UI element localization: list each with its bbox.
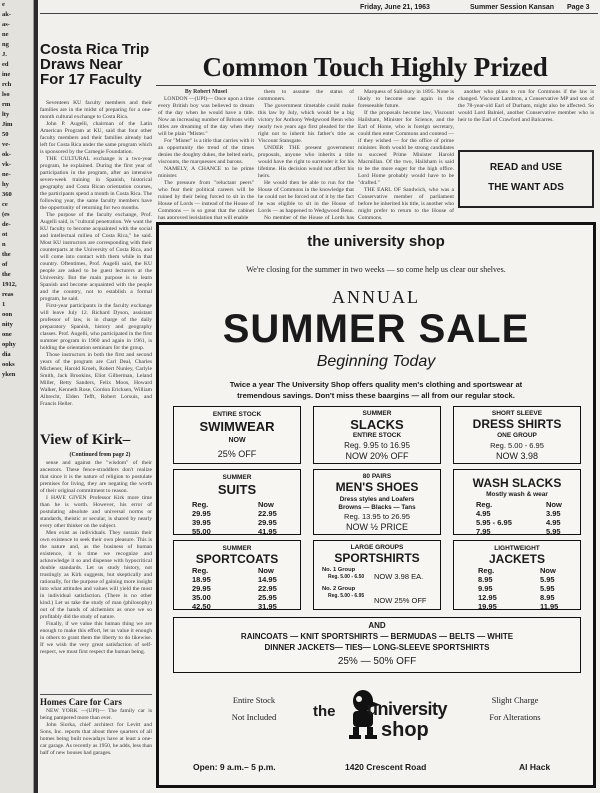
- strip-fragment: one: [2, 331, 12, 338]
- slacks-box: [313, 406, 441, 464]
- strip-fragment: dia: [2, 351, 11, 358]
- and-line-2: DINNER JACKETS— TIES— LONG-SLEEVE SPORTSHIRTS: [264, 643, 490, 652]
- paragraph: sense and against the "wisdom" of their ancestors. These fence-straddlers don't realize that since it is the nature of religion to postulate premises for living, they are negating the worth of their original commitment to reason.: [40, 460, 152, 494]
- box-title: SWIMWEAR: [199, 419, 275, 434]
- sportcoats-box: [173, 540, 301, 610]
- strip-fragment: ooks: [2, 361, 15, 368]
- now-price: 4.95: [546, 518, 561, 527]
- price-now-column: [258, 566, 277, 611]
- strip-fragment: as-: [2, 21, 10, 28]
- jackets-box: [453, 540, 581, 610]
- strip-fragment: rm: [2, 101, 11, 108]
- paragraph: THE CULTURAL exchange is a two-year program, he explained. During the first year of participation in the program, after an intensive seven-week training in Spanish, historical geography and Costa Rican orientation courses, the participants spend a month in Costa Rica. The following year, the same faculty members have the opportunity of returning for two months.: [40, 156, 152, 211]
- strip-fragment: 50: [2, 131, 9, 138]
- box-stock: ENTIRE STOCK: [352, 432, 402, 439]
- paragraph: Marquess of Salisbury in 1895. None is likely to become one again in the foreseeable future.: [358, 89, 454, 109]
- strip-fragment: ne-: [2, 171, 11, 178]
- box-group: ONE GROUP: [497, 432, 537, 439]
- box-now: NOW 20% OFF: [345, 451, 409, 461]
- strip-fragment: e: [2, 1, 5, 8]
- summer-sale-title: SUMMER SALE: [222, 307, 530, 351]
- main-story-col-1: [158, 89, 254, 219]
- entire-stock-label: Entire Stock: [232, 695, 276, 705]
- now-header: Now: [258, 566, 274, 575]
- reg-header: Reg.: [478, 566, 495, 575]
- box-top-label: 80 PAIRS: [362, 473, 392, 480]
- main-story-col-2: [258, 89, 354, 219]
- adjacent-page-strip: [0, 0, 34, 793]
- strip-fragment: oon: [2, 311, 13, 318]
- group-2-reg: Reg. 5.00 - 6.95: [328, 593, 365, 599]
- now-header: Now: [540, 566, 556, 575]
- price-reg-column: [192, 566, 211, 611]
- sportshirts-box: [313, 540, 441, 610]
- strip-fragment: de-: [2, 221, 11, 228]
- store-name: the university shop: [307, 233, 445, 250]
- now-price: 11.95: [540, 602, 559, 611]
- group-1-reg: Reg. 5.00 - 6.50: [328, 574, 365, 580]
- headline-rule: [156, 85, 596, 86]
- box-now: NOW 3.98: [495, 451, 538, 461]
- price-reg-column: [192, 500, 211, 536]
- paragraph: them to assume the status of commoners.: [258, 89, 354, 102]
- reg-price: 35.00: [192, 593, 211, 602]
- reg-price: 8.95: [478, 575, 493, 584]
- kirk-headline: View of Kirk–: [40, 432, 131, 448]
- now-price: 3.95: [546, 509, 561, 518]
- want-ads-line-2: THE WANT ADS: [488, 182, 564, 193]
- and-label: AND: [368, 621, 386, 630]
- reg-price: 55.00: [192, 527, 211, 536]
- strip-fragment: ok-: [2, 151, 12, 158]
- reg-price: 29.95: [192, 584, 211, 593]
- strip-fragment: of: [2, 261, 8, 268]
- strip-fragment: ak-: [2, 11, 12, 18]
- logo-the: the: [313, 703, 336, 720]
- strip-fragment: (es: [2, 211, 10, 218]
- reg-header: Reg.: [476, 500, 493, 509]
- university-shop-logo: [309, 683, 449, 753]
- paragraph: First-year participants in the faculty exchange will leave July 12. Richard Dyson, assistant professor of law, is in charge of the daily preparatory Spanish, history and geography classes. Prof. Augelli, who participated in the first summer program in 1960 and again in 1961, is holding the orientation seminars for the group.: [40, 303, 152, 351]
- want-ads-box: [458, 150, 594, 208]
- price-now-column: [258, 500, 277, 536]
- strip-fragment: vk-: [2, 161, 12, 168]
- box-title: SUITS: [217, 482, 257, 497]
- university-shop-ad: [156, 222, 596, 788]
- now-price: 5.95: [540, 575, 555, 584]
- kirk-continued: (Continued from page 2): [69, 452, 131, 458]
- box-top-label: LARGE GROUPS: [350, 544, 404, 551]
- strip-fragment: 1912,: [2, 281, 17, 288]
- strip-fragment: ine: [2, 71, 11, 78]
- reg-header: Reg.: [192, 566, 209, 575]
- paragraph: THE EARL OF Sandwich, who was a Conservative member of parliament before he inherited his title, is another who might prefer to return to the House of Commons.: [358, 187, 454, 219]
- costa-rica-headline: Costa Rica Trip Draws Near For 17 Faculty: [40, 41, 150, 88]
- box-sub: Mostly wash & wear: [486, 491, 548, 498]
- now-price: 5.95: [546, 527, 561, 536]
- now-price: 8.95: [540, 593, 555, 602]
- strip-fragment: lso: [2, 91, 10, 98]
- reg-price: 9.95: [478, 584, 493, 593]
- paragraph: I HAVE GIVEN Professor Kirk more time than he is worth. However, his error of postulating absolute and universal norms or standards, theistic or secular, is shared by nearly every other thinker on the subject.: [40, 495, 152, 529]
- logo-shop: shop: [381, 719, 429, 741]
- paragraph: Finally, if we value this human thing we are enough to make this effort, let us value it enough in others to grant them the liberty to do likewise. If we wish the very great satisfaction of self-respect, we must first respect the human being.: [40, 621, 152, 655]
- page-fold: [34, 0, 38, 793]
- byline: By Robert Musel: [184, 89, 228, 95]
- strip-fragment: ne: [2, 31, 9, 38]
- masthead-page: Page 3: [567, 4, 590, 11]
- paragraph: another who plans to run for Commons if the law is changed. Viscount Lambton, a Conservative MP and son of the 78-year-old Earl of Durham, might also be affected. So would Lord Balniel, another Conservative member who is heir to the Earl of Crawford and Balcarres.: [458, 89, 594, 123]
- and-discount: 25% — 50% OFF: [337, 656, 417, 667]
- mens-shoes-box: [313, 469, 441, 535]
- costa-rica-story: [40, 100, 152, 422]
- paragraph: The pressure from "reluctant peers" who fear their political careers will be ruined by their being forced to sit in the House of Lords — instead of the House of Commons — is so great that the cabinet has approved legislation that will enable: [158, 180, 254, 219]
- box-title: SPORTSHIRTS: [334, 551, 420, 565]
- strip-fragment: ce: [2, 201, 8, 208]
- reg-price: 18.95: [192, 575, 211, 584]
- masthead: [40, 4, 598, 14]
- strip-fragment: ophy: [2, 341, 16, 348]
- reg-price: 7.95: [476, 527, 491, 536]
- main-headline: Common Touch Highly Prized: [202, 52, 548, 82]
- twice-line-2: tremendous savings. Don't miss these baargins — all from our regular stock.: [237, 391, 515, 400]
- now-price: 22.95: [258, 509, 277, 518]
- reg-price: 12.95: [478, 593, 497, 602]
- price-now-column: [546, 500, 562, 536]
- strip-fragment: 1: [2, 301, 6, 308]
- main-story-col-4: [458, 89, 594, 145]
- box-title: WASH SLACKS: [472, 476, 562, 490]
- kirk-story: [40, 460, 152, 690]
- reg-price: 4.95: [476, 509, 491, 518]
- box-reg: Reg. 13.95 to 26.95: [344, 512, 410, 521]
- price-reg-column: [478, 566, 497, 611]
- group-2-label: No. 2 Group: [322, 586, 356, 592]
- box-reg: Reg. 9.95 to 16.95: [344, 441, 410, 450]
- price-now-column: [540, 566, 558, 611]
- strip-fragment: ed: [2, 61, 9, 68]
- strip-fragment: ve-: [2, 141, 11, 148]
- box-top-label: SUMMER: [222, 474, 252, 481]
- strip-fragment: ot: [2, 231, 8, 238]
- group-1-now: NOW 3.98 EA.: [374, 572, 424, 581]
- reg-price: 29.95: [192, 509, 211, 518]
- price-reg-column: [476, 500, 512, 536]
- box-top-label: SUMMER: [362, 410, 392, 417]
- paragraph: He would then be able to run for the House of Commons in the knowledge that he could not be forced out of it by the fact he was eligible to sit in the House of Lords — as happened to Wedgwood Benn.: [258, 180, 354, 214]
- strip-fragment: the: [2, 251, 11, 258]
- paragraph: NEW YORK —(UPI)— The family car is being pampered more than ever.: [40, 708, 152, 721]
- store-owner: Al Hack: [519, 762, 551, 772]
- now-price: 14.95: [258, 575, 277, 584]
- box-title: SLACKS: [350, 417, 404, 432]
- annual-label: ANNUAL: [332, 287, 420, 307]
- shoes-desc-2: Browns — Blacks — Tans: [338, 504, 416, 511]
- strip-fragment: ng: [2, 41, 9, 48]
- paragraph: No member of the House of Lords has: [264, 215, 354, 219]
- strip-fragment: yken: [2, 371, 16, 378]
- now-price: 41.95: [258, 527, 277, 536]
- paragraph: Those instructors in both the first and second years of the program are Carl Deal, Charles Michener, Harold Kroeh, Robert Nunley, Carlyle Smith, Jack Brookins, Eliot Gilberman, Leland Miller, Betty Sanders, Felix Moos, Howard Walker, Kenneth Rose, Gordon Ericksen, William Albrecht, Elden Tefft, Robert Lorsuis, and Francis Heller.: [40, 352, 152, 407]
- box-now: NOW: [228, 437, 246, 444]
- store-address: 1420 Crescent Road: [345, 762, 427, 772]
- alterations-label: For Alterations: [489, 712, 541, 722]
- want-ads-line-1: READ and USE: [489, 162, 563, 173]
- box-title: DRESS SHIRTS: [472, 417, 562, 431]
- swimwear-box: [173, 406, 301, 464]
- homes-headline: Homes Care for Cars: [40, 694, 152, 707]
- box-title: JACKETS: [488, 552, 545, 566]
- strip-fragment: the: [2, 271, 11, 278]
- strip-fragment: n: [2, 241, 6, 248]
- strip-fragment: reas: [2, 291, 14, 298]
- paragraph: John Siorka, chief architect for Levitt and Sons, Inc. reports that about three quarters of all homes being built nowadays have at least a one-car garage. As recently as 1950, he adds, less than half of new houses had garages.: [40, 722, 152, 756]
- wash-slacks-box: [453, 469, 581, 535]
- strip-fragment: hy: [2, 181, 9, 188]
- shoes-desc-1: Dress styles and Loafers: [339, 496, 415, 503]
- closing-notice: We're closing for the summer in two weeks — so come help us clear our shelves.: [246, 265, 506, 274]
- reg-price: 42.50: [192, 602, 211, 611]
- paragraph: LONDON —(UPI)— Once upon a time every British boy was believed to dream of the day when he would have a title. Now an increasing number of Britons with titles are dreaming of the day when they will be plain "Mister.": [158, 96, 254, 137]
- reg-price: 39.95: [192, 518, 211, 527]
- strip-fragment: 360: [2, 191, 12, 198]
- logo-university: university: [367, 699, 448, 719]
- now-price: 29.95: [258, 518, 277, 527]
- box-now: NOW ½ PRICE: [345, 522, 408, 532]
- homes-story: [40, 708, 152, 790]
- reg-price: 19.95: [478, 602, 497, 611]
- slight-charge-label: Slight Charge: [491, 695, 539, 705]
- strip-fragment: J.: [2, 51, 7, 58]
- box-reg: Reg. 5.00 - 6.95: [490, 441, 544, 450]
- box-title: MEN'S SHOES: [335, 480, 419, 494]
- group-1-label: No. 1 Group: [322, 567, 356, 573]
- now-header: Now: [546, 500, 562, 509]
- paragraph: UNDER THE present government proposals, anyone who inherits a title would have the right to surrender it for his lifetime. His decision would not affect his heirs.: [258, 145, 354, 179]
- paragraph: For "Mister" is a title that carries with it an opportunity the trend of the times denies the doughty dukes, the belted earls, viscounts, the marquesses and barons.: [158, 138, 254, 165]
- strip-fragment: Jim: [2, 121, 13, 128]
- box-top-label: SUMMER: [222, 545, 252, 552]
- masthead-date: Friday, June 21, 1963: [360, 4, 430, 11]
- main-story-col-3: [358, 89, 454, 219]
- paragraph: If the proposals become law, Viscount Hailsham, Minister for Science, and the Earl of Home, who is foreign secretary, could then enter Commons and contend — if they wished — for the office of prime minister. Both would be strong candidates to succeed Prime Minister Harold Macmillan. Of the two, Hailsham is said to be the more eager for the high office. Lord Home probably would have to be "drafted.": [358, 110, 454, 186]
- now-price: 22.95: [258, 584, 277, 593]
- now-price: 31.95: [258, 602, 277, 611]
- box-top-label: ENTIRE STOCK: [212, 411, 262, 418]
- beginning-today: Beginning Today: [316, 353, 436, 370]
- group-2-now: NOW 25% OFF: [374, 596, 427, 605]
- box-top-label: LIGHTWEIGHT: [494, 545, 540, 552]
- dress-shirts-box: [453, 406, 581, 464]
- not-included-label: Not Included: [231, 712, 277, 722]
- paragraph: The purpose of the faculty exchange, Prof. Augelli said, is "cultural penetration. We want the KU faculty to become acquainted with the social and intellectual milieu of Costa Rica," he said. Most KU instructors are corresponding with their counterparts at the University of Costa Rica, and will come into contact with them while in that country. Oftentimes, Prof. Augelli said, the KU people are asked to be guest lecturers at the University. But the main purpose is to learn Spanish and become acquainted with the people and the country, not to establish a formal program, he said.: [40, 212, 152, 302]
- suits-box: [173, 469, 301, 535]
- now-price: 5.95: [540, 584, 555, 593]
- reg-header: Reg.: [192, 500, 209, 509]
- box-title: SPORTCOATS: [195, 552, 279, 566]
- and-box: [173, 617, 581, 673]
- now-header: Now: [258, 500, 274, 509]
- masthead-paper: Summer Session Kansan: [470, 4, 555, 11]
- strip-fragment: nity: [2, 321, 13, 328]
- and-line-1: RAINCOATS — KNIT SPORTSHIRTS — BERMUDAS — BELTS — WHITE: [240, 632, 514, 641]
- paragraph: The government timetable could make this law by July, which would be a big victory for Anthony Wedgwood Benn who nearly two years ago first pleaded for the right not to inherit his father's title as Viscount Stansgate.: [258, 103, 354, 144]
- strip-fragment: rch: [2, 81, 12, 88]
- paragraph: Men exist as individuals. They sustain their own existence to seek their own pleasure. This is the nature and, as the business of human existence, it is time we recognize and acknowledge it so and dispense with hypocritical double standards. Let us study history, not trustingly as Kirk suggests, but skeptically and rationally, for the purpose of gaining more insight into what attitudes and values will yield the most in individual satisfaction. (There is no other kind.) Let us take the study of man (philosophy) out of the hands of alchemists as once we so profitably did the study of nature.: [40, 530, 152, 620]
- strip-fragment: lty: [2, 111, 10, 118]
- paragraph: Seventeen KU faculty members and their families are in the midst of preparing for a one-month cultural exchange to Costa Rica.: [40, 100, 152, 120]
- box-discount: 25% OFF: [217, 449, 257, 459]
- box-top-label: SHORT SLEEVE: [491, 410, 543, 417]
- now-price: 25.95: [258, 593, 277, 602]
- store-hours: Open: 9 a.m.– 5 p.m.: [193, 762, 276, 772]
- reg-price: 5.95 - 6.95: [476, 518, 512, 527]
- twice-line-1: Twice a year The University Shop offers quality men's clothing and sportswear at: [229, 380, 523, 389]
- paragraph: NAMELY, A CHANCE to be prime minister.: [158, 166, 254, 179]
- paragraph: John P. Augelli, chairman of the Latin American Program at KU, said that four other faculty members and their families already had left for Costa Rica under the same program which is sponsored by the Carnegie Foundation.: [40, 121, 152, 155]
